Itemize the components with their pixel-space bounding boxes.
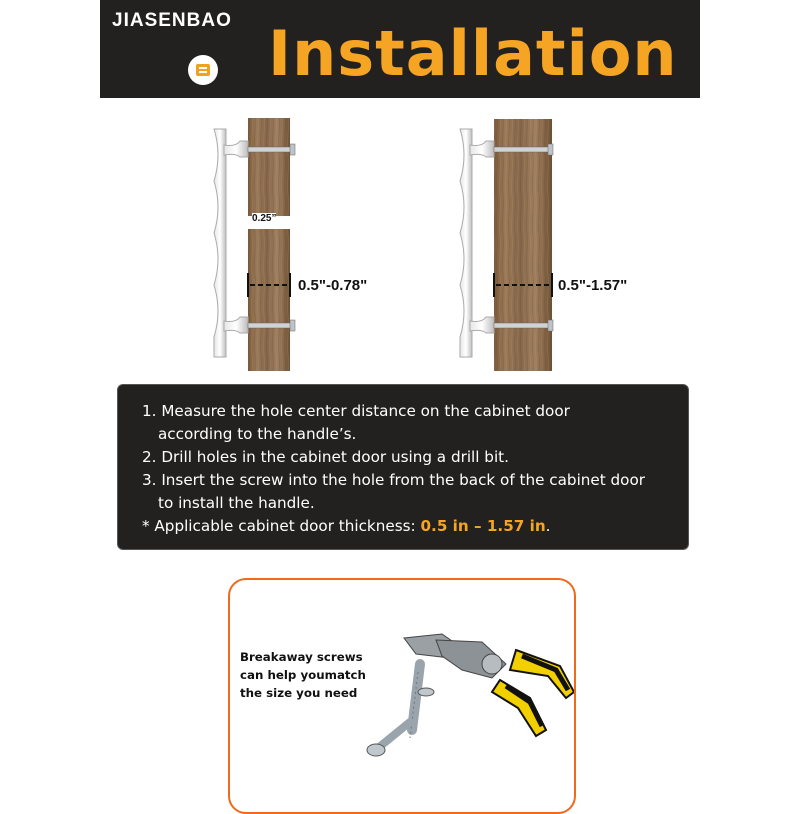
note-prefix: * Applicable cabinet door thickness: — [142, 517, 421, 535]
instruction-step-3-cont: to install the handle. — [158, 494, 315, 512]
install-icon — [188, 55, 218, 85]
instruction-step-3: 3. Insert the screw into the hole from the back of the cabinet door — [142, 471, 646, 489]
breakaway-screw-icon — [367, 664, 434, 756]
page-title: Installation — [268, 17, 678, 90]
instruction-step-1: 1. Measure the hole center distance on the cabinet door — [142, 402, 570, 420]
thickness-note — [142, 515, 550, 538]
header-banner — [100, 0, 700, 98]
card-line-1: Breakaway screws — [240, 650, 363, 664]
thickness-label: 0.5"-0.78" — [298, 277, 368, 294]
instruction-step-1-cont: according to the handle’s. — [158, 425, 357, 443]
instruction-step-2: 2. Drill holes in the cabinet door using a drill bit. — [142, 448, 509, 466]
thickness-label: 0.5"-1.57" — [558, 277, 628, 294]
breakaway-screws-card — [228, 578, 576, 814]
pliers-icon — [230, 580, 574, 812]
note-value: 0.5 in – 1.57 in — [420, 517, 546, 535]
handle-icon — [448, 115, 788, 375]
card-line-2: can help youmatch — [240, 668, 366, 682]
note-suffix: . — [545, 517, 551, 535]
instructions-panel — [117, 384, 689, 550]
card-line-3: the size you need — [240, 686, 358, 700]
gap-label: 0.25” — [252, 213, 277, 224]
brand-logo: JIASENBAO — [112, 10, 232, 31]
diagram-thick-door — [448, 115, 788, 375]
